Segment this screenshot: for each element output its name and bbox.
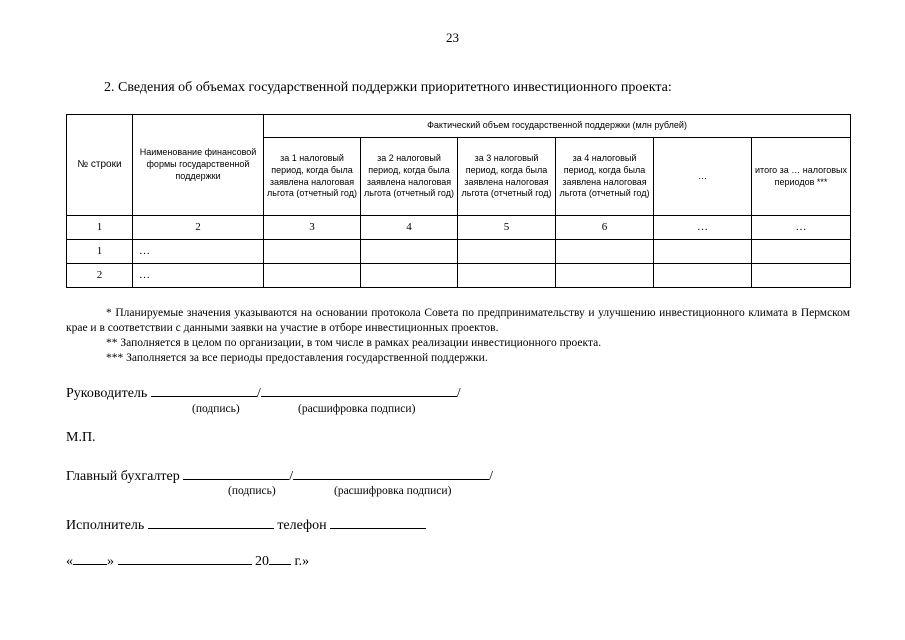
chief-accountant-transcript-blank[interactable] bbox=[293, 467, 489, 480]
column-number: 5 bbox=[458, 216, 556, 240]
chief-accountant-transcript-caption: (расшифровка подписи) bbox=[334, 485, 452, 497]
date-open-quote: « bbox=[66, 554, 73, 569]
date-line bbox=[66, 552, 309, 570]
column-number: … bbox=[752, 216, 851, 240]
header-period-2: за 2 налоговый период, когда была заявлена налоговая льгота (отчетный год) bbox=[361, 138, 458, 216]
date-close-quote: » bbox=[107, 554, 114, 569]
column-number: 1 bbox=[67, 216, 133, 240]
header-period-total: итого за … налоговых периодов *** bbox=[752, 138, 851, 216]
chief-accountant-signature-blank[interactable] bbox=[183, 467, 289, 480]
footnotes bbox=[66, 306, 850, 366]
header-period-4: за 4 налоговый период, когда была заявлена налоговая льгота (отчетный год) bbox=[556, 138, 654, 216]
value-cell bbox=[556, 264, 654, 288]
value-cell bbox=[556, 240, 654, 264]
value-cell bbox=[752, 240, 851, 264]
support-form-cell: … bbox=[133, 264, 264, 288]
head-transcript-caption: (расшифровка подписи) bbox=[298, 403, 416, 415]
column-number: 6 bbox=[556, 216, 654, 240]
header-row-number: № строки bbox=[67, 115, 133, 216]
value-cell bbox=[264, 264, 361, 288]
head-signature-blank[interactable] bbox=[151, 384, 257, 397]
header-actual-support-group: Фактический объем государственной поддержки (млн рублей) bbox=[264, 115, 851, 138]
head-label: Руководитель bbox=[66, 386, 148, 401]
head-signature-caption: (подпись) bbox=[192, 403, 240, 415]
value-cell bbox=[458, 240, 556, 264]
header-period-3: за 3 налоговый период, когда была заявлена налоговая льгота (отчетный год) bbox=[458, 138, 556, 216]
value-cell bbox=[458, 264, 556, 288]
executor-label: Исполнитель bbox=[66, 518, 145, 533]
value-cell bbox=[752, 264, 851, 288]
chief-accountant-signature-line: Главный бухгалтер / / bbox=[66, 469, 494, 484]
phone-blank[interactable] bbox=[330, 516, 426, 529]
header-period-1: за 1 налоговый период, когда была заявлена налоговая льгота (отчетный год) bbox=[264, 138, 361, 216]
support-table bbox=[66, 114, 851, 288]
month-blank[interactable] bbox=[118, 552, 252, 565]
year-blank[interactable] bbox=[269, 552, 291, 565]
executor-name-blank[interactable] bbox=[148, 516, 274, 529]
table-row bbox=[67, 240, 851, 264]
column-number: … bbox=[654, 216, 752, 240]
year-suffix: г.» bbox=[294, 554, 310, 569]
footnote-planned-values: * Планируемые значения указываются на основании протокола Совета по предпринимательству и улучшению инвестиционного климата в Пермском крае и в соответствии с данными заявки на участие в отборе инвестиционных проектов. bbox=[66, 307, 850, 334]
row-number-cell: 1 bbox=[67, 240, 133, 264]
value-cell bbox=[361, 240, 458, 264]
column-number: 2 bbox=[133, 216, 264, 240]
value-cell bbox=[654, 264, 752, 288]
head-signature-line: Руководитель / / bbox=[66, 386, 461, 401]
header-support-form-name: Наименование финансовой формы государственной поддержки bbox=[133, 115, 264, 216]
day-blank[interactable] bbox=[73, 552, 107, 565]
header-period-more: … bbox=[654, 138, 752, 216]
row-number-cell: 2 bbox=[67, 264, 133, 288]
value-cell bbox=[654, 240, 752, 264]
table-row bbox=[67, 264, 851, 288]
footnote-organization: ** Заполняется в целом по организации, в том числе в рамках реализации инвестиционного проекта. bbox=[106, 337, 602, 349]
value-cell bbox=[264, 240, 361, 264]
year-prefix: 20 bbox=[255, 554, 269, 569]
column-number: 3 bbox=[264, 216, 361, 240]
chief-accountant-signature-caption: (подпись) bbox=[228, 485, 276, 497]
page-number: 23 bbox=[446, 30, 459, 45]
executor-line bbox=[66, 516, 426, 534]
section-title: 2. Сведения об объемах государственной поддержки приоритетного инвестиционного проекта: bbox=[104, 80, 672, 95]
value-cell bbox=[361, 264, 458, 288]
stamp-label: М.П. bbox=[66, 430, 96, 445]
footnote-all-periods: *** Заполняется за все периоды предоставления государственной поддержки. bbox=[106, 352, 488, 364]
chief-accountant-label: Главный бухгалтер bbox=[66, 469, 180, 484]
phone-label: телефон bbox=[277, 518, 327, 533]
column-number: 4 bbox=[361, 216, 458, 240]
head-transcript-blank[interactable] bbox=[261, 384, 457, 397]
column-numbering-row bbox=[67, 216, 851, 240]
support-form-cell: … bbox=[133, 240, 264, 264]
